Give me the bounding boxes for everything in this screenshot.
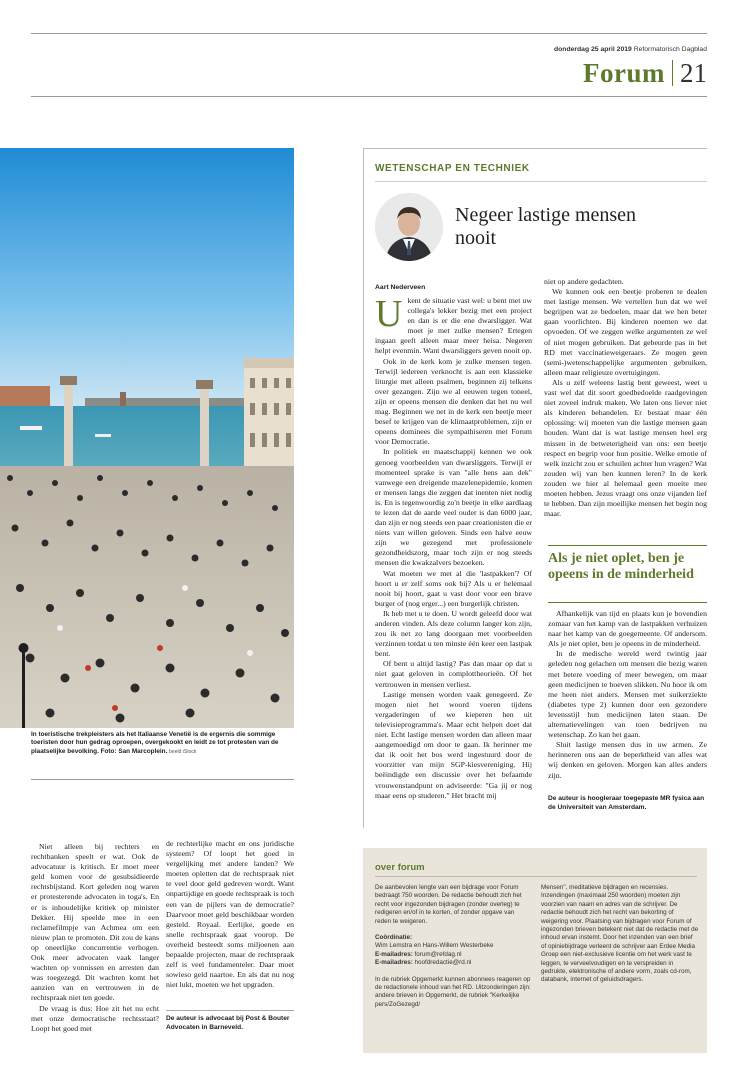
article-paragraph: Sluit lastige mensen dus in uw armen. Ze herinneren ons aan de beperktheid van alles wat wij denken en geloven. Morgen kan alles anders zijn. xyxy=(548,740,707,780)
photo-credit: beeld iStock xyxy=(169,748,197,755)
photo-caption xyxy=(31,731,294,756)
article-column-1 xyxy=(375,293,532,801)
venice-photo xyxy=(0,148,294,728)
coordination-value: Wim Lemstra en Hans-Willem Westerbeke xyxy=(375,942,494,950)
article-paragraph: Lastige mensen worden vaak genegeerd. Ze mogen niet het woord voeren tijdens vergaderingen of we kieperen hen uit televisieprogramma's. Maar echt helpen doet dat niet. Echt lastige mensen worden dan alleen maar aangemoedigd om door te gaan. Ik herinner me dat ik ooit het bos werd ingestuurd door de voorzitter van mijn SGP-kiesvereniging. Hij beëindigde een discussie over het befaamde vrouwenstandpunt en adviseerde: "Ga jij er nog maar eens op studeren." Het bracht mij xyxy=(375,689,532,800)
photo-caption-text: In toeristische trekpleisters als het Italiaanse Venetië is de ergernis die sommige toeristen door hun gedrag oproepen, overgekookt en leidt ze tot protesten van de plaatselijke bevolking. Foto: San Marcoplein. xyxy=(31,731,279,755)
article-paragraph: Ook in de kerk kom je zulke mensen tegen. Terwijl iedereen verknocht is aan een klassieke liturgie met alleen psalmen, beginnen zij telkens over gezangen. Zijn we al eeuwen tegen toneel, zijn er opeens mensen die denken dat het nu wel mag. Beginnen we net in de kerk een beetje meer besef te krijgen van de klimaatproblemen, zijn er opeens dominees die sympathiseren met Forum voor Democratie. xyxy=(375,356,532,447)
header-paper: Reformatorisch Dagblad xyxy=(633,46,707,53)
lower-paragraph: De vraag is dus: Hoe zit het nu echt met onze democratische rechtsstaat? Loopt het goed met xyxy=(31,1003,159,1033)
article-paragraph: Afhankelijk van tijd en plaats kun je bovendien zomaar van het kamp van de lastpakken verhuizen naar het kamp van de goegemeente. Of andersom. Als je niet oplet, ben je opeens in de minderheid. xyxy=(548,609,707,649)
article-column-2b xyxy=(548,609,707,781)
article-author-bio: De auteur is hoogleraar toegepaste MR fysica aan de Universiteit van Amsterdam. xyxy=(548,795,705,811)
coordination-label: Coördinatie: xyxy=(375,934,413,942)
article-rubric: WETENSCHAP EN TECHNIEK xyxy=(375,163,530,174)
section-title xyxy=(530,58,707,89)
email2-link[interactable]: hoofdredactie@rd.nl xyxy=(414,959,472,967)
section-divider xyxy=(672,60,673,86)
article-paragraph: We kunnen ook een beetje proberen te dealen met lastige mensen. We vertellen hun dat we wel begrijpen wat ze bedoelen, maar dat we hen beter gaan voorlichten. Bij kinderen noemen we dat opvoeden. Of we zeggen welke argumenten ze wel of niet mogen gebruiken. Dat gebeurde pas in het RD met vaccinatieweigeraars. Ze mogen geen (semi-)wetenschappelijke argumenten gebruiken, alleen maar religieuze overtuigingen. xyxy=(544,287,707,377)
over-forum-email2-line xyxy=(375,959,532,967)
lower-article-column-1 xyxy=(31,842,159,1034)
page-header-dateline xyxy=(430,46,707,53)
author-portrait xyxy=(375,193,443,261)
over-forum-title: over forum xyxy=(375,862,425,873)
over-forum-email-line xyxy=(375,951,532,959)
article-paragraph: In de medische wereld werd twintig jaar geleden nog gelachen om mensen die bezig waren met betere voeding of meer bewegen, om maar geen medicijnen te hoeven slikken. Nu hoor ik om me heen niet anders. Mensen met suikerziekte (diabetes type 2) kunnen door een gezondere levensstijl hun medicijnen laten staan. De alternatievelingen van toen bedrijven nu wetenschap. Zo kan het gaan. xyxy=(548,649,707,740)
over-forum-coordination xyxy=(375,934,532,942)
over-forum-intro: De aanbevolen lengte van een bijdrage voor Forum bedraagt 750 woorden. De redactie behoudt zich het recht voor ingezonden bijdragen (zonder overleg) te redigeren en/of in te korten, of zonder opgave van reden te weigeren. xyxy=(375,884,522,925)
header-date: donderdag 25 april 2019 xyxy=(553,46,632,53)
email2-label: E-mailadres: xyxy=(375,959,413,967)
lower-article-column-2 xyxy=(166,839,294,990)
article-paragraph: Wat moeten we met al die 'lastpakken'? Of hoort u er zelf soms ook bij? Als u er helemaal nooit bij hoort, gaat u vast door voor een brave burger of (nog erger...) een burgerlijk christen. xyxy=(375,568,532,608)
over-forum-column-1 xyxy=(375,884,532,1009)
article-paragraph: niet op andere gedachten. xyxy=(544,277,624,286)
article-paragraph: In politiek en maatschappij kennen we ook genoeg voorbeelden van dwarsliggers. Terwijl er momenteel sprake is van "alle hens aan dek" vanwege een dreigende mazelenepidemie, komen er mensen langs die zeggen dat inenten niet nodig is. En is tegenwoordig zo'n beetje in elke aardlaag te lezen dat de aarde veel ouder is dan 6000 jaar, dan zijn er nog steeds een paar creationisten die er niets van willen geloven. Sinds een halve eeuw zijn we gezegend met professionele gezondheidszorg, maar toch zijn er nog steeds mensen die kwakzalvers bezoeken. xyxy=(375,447,532,568)
lower-article-bio: De auteur is advocaat bij Post & Bouter Advocaten in Barneveld. xyxy=(166,1015,290,1031)
article-paragraph: Ik heb met u te doen. U wordt geleefd door wat anderen vinden. Als deze column langer kon zijn, zou ik net zo lang doorgaan met voorbeelden verzinnen totdat u ten minste één keer een lastpak bent. xyxy=(375,608,532,659)
lower-paragraph: de rechterlijke macht en ons juridische systeem? Of loopt het goed in vergelijking met andere landen? We moeten opletten dat de rechtspraak niet te veel door geld gedreven wordt. Want onpartijdige en goede rechtspraak is toch een van de pijlers van de democratie? Daarvoor moet geld beschikbaar worden gesteld. Royaal. Eerlijke, goede en snelle rechtspraak gaat voorop. De overheid besteedt soms miljoenen aan bepaalde projecten, maar de rechtspraak zelf is veel fundamenteler. Daar moet sowieso geld naartoe. En als dat nu nog niet lukt, moeten we het upgraden. xyxy=(166,839,294,990)
article-subhead: Als je niet oplet, ben je opeens in de minderheid xyxy=(548,551,694,582)
article-dropcap: U xyxy=(375,293,403,335)
over-forum-outro: In de rubriek Opgemerkt kunnen abonnees reageren op de redactionele inhoud van het RD. Uitzonderingen zijn: andere brieven in Opgemerkt, de rubriek "Kerkelijke pers/ZoGezegd/ xyxy=(375,975,531,1008)
article-paragraph: Als u zelf weleens lastig bent geweest, weet u vast wel dat dit soort goedbedoelde raadgevingen niet zoveel indruk maken. We laten ons liever niet als kinderen behandelen. Er bestaat maar één oplossing: wij moeten van die lastige mensen gaan houden. Want dat is wat lastige mensen heel erg missen in de betweterigheid van ons: een beetje respect en begrip voor hun positie. Welke emotie of welk inzicht zou er schuilen achter hun vragen? Wat zouden wij van hen kunnen leren? In de kerk zouden we hier al helemaal geen moeite mee moeten hebben. Jezus vraagt ons onze vijanden lief te hebben. Dan zijn moeilijke mensen het begin nog maar. xyxy=(544,377,707,519)
page-number: 21 xyxy=(680,58,707,88)
article-headline: Negeer lastige mensen nooit xyxy=(455,204,637,249)
lower-paragraph: Niet alleen bij rechters en rechtbanken speelt er wat. Ook de advocatuur is kritisch. Er moet meer geld komen voor de gesubsidieerde rechtsbijstand. Kort geleden nog waren er protesterende advocaten in toga's. En er is inhoudelijke kritiek op minister Dekker. Hij speelde mee in een reclamefilmpje van Achmea om een nieuw plan te promoten. Dit zou de kans op oneerlijke concurrentie verhogen. Ook meer advocaten vaak langer wachten op vonnissen en arresten dan was toegezegd. Dit wachten komt het aanzien van en vertrouwen in de rechtspraak niet ten goede. xyxy=(31,842,159,1003)
article-author: Aart Nederveen xyxy=(375,284,426,291)
article-paragraph: Ukent de situatie vast wel: u bent met uw collega's lekker bezig met een project en dan is er die ene dwarsligger. Wat moet je met zulke mensen? Ertegen ingaan geeft alleen maar meer heisa. Negeren helpt evenmin. Want dwarsliggers geven nooit op. xyxy=(375,293,532,356)
over-forum-column-2: Mensen", meditatieve bijdragen en recensies. Inzendingen (maximaal 250 woorden) moeten zijn voorzien van naam en adres van de schrijver. De redactie behoudt zich het recht van bekorting of weigering voor. Plaatsing van bijdragen voor Forum of ingezonden brieven betekent niet dat de redactie met de inhoud ervan instemt. Door het inzenden van een brief of opiniebijdrage verleent de schrijver aan Erdee Media Groep een niet-exclusieve licentie om het werk vast te leggen, te verveelvoudigen en te verspreiden in gedrukte, elektronische of andere vorm, zoals cd-rom, databank, internet of geluidsdragers. xyxy=(541,884,699,984)
email-label: E-mailadres: xyxy=(375,950,413,958)
section-name: Forum xyxy=(583,58,665,88)
article-paragraph: Of bent u altijd lastig? Pas dan maar op dat u niet gaat geloven in complottheorieën. Of het vertrouwen in mensen verliest. xyxy=(375,659,532,689)
article-column-2 xyxy=(544,277,707,519)
email-link[interactable]: forum@refdag.nl xyxy=(414,950,462,958)
